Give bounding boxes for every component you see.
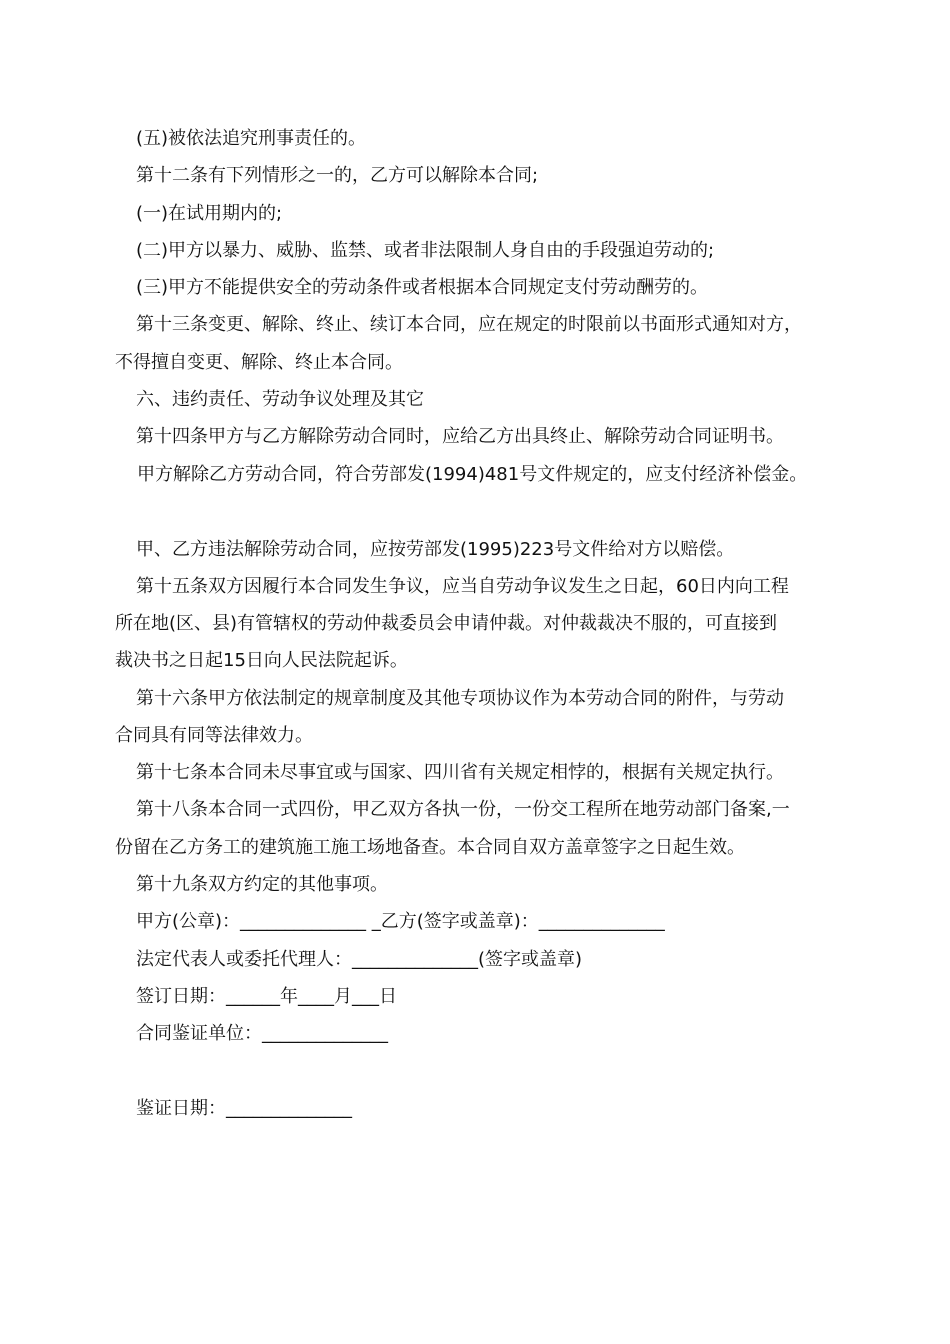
section-6-heading: 六、违约责任、劳动争议处理及其它 xyxy=(136,389,424,410)
article-14-illegal: 甲、乙方违法解除劳动合同，应按劳部发(1995)223号文件给对方以赔偿。 xyxy=(136,539,735,560)
verification-date-line: 鉴证日期：______________ xyxy=(136,1098,352,1119)
article-19: 第十九条双方约定的其他事项。 xyxy=(136,874,388,895)
signing-date-line: 签订日期：______年____月___日 xyxy=(136,986,397,1007)
article-13-line-2: 不得擅自变更、解除、终止本合同。 xyxy=(115,352,403,373)
article-16-line-2: 合同具有同等法律效力。 xyxy=(115,725,313,746)
signature-party-line: 甲方(公章)：______________ _乙方(签字或盖章)：______________ xyxy=(136,911,665,932)
article-14: 第十四条甲方与乙方解除劳动合同时，应给乙方出具终止、解除劳动合同证明书。 xyxy=(136,426,784,447)
article-18-line-2: 份留在乙方务工的建筑施工施工场地备查。本合同自双方盖章签字之日起生效。 xyxy=(115,837,745,858)
verification-unit-line: 合同鉴证单位：______________ xyxy=(136,1023,388,1044)
article-18-line-1: 第十八条本合同一式四份，甲乙双方各执一份，一份交工程所在地劳动部门备案,一 xyxy=(136,799,790,820)
article-12-heading: 第十二条有下列情形之一的，乙方可以解除本合同; xyxy=(136,165,539,186)
article-12-item-3: (三)甲方不能提供安全的劳动条件或者根据本合同规定支付劳动酬劳的。 xyxy=(136,277,709,298)
article-12-item-2: (二)甲方以暴力、威胁、监禁、或者非法限制人身自由的手段强迫劳动的; xyxy=(136,240,715,261)
article-17: 第十七条本合同未尽事宜或与国家、四川省有关规定相悖的，根据有关规定执行。 xyxy=(136,762,784,783)
article-15-line-2: 所在地(区、县)有管辖权的劳动仲裁委员会申请仲裁。对仲裁裁决不服的，可直接到 xyxy=(115,613,778,634)
article-15-line-3: 裁决书之日起15日向人民法院起诉。 xyxy=(115,650,408,671)
clause-5-criminal: (五)被依法追究刑事责任的。 xyxy=(136,128,367,149)
article-15-line-1: 第十五条双方因履行本合同发生争议，应当自劳动争议发生之日起，60日内向工程 xyxy=(136,576,789,597)
article-16-line-1: 第十六条甲方依法制定的规章制度及其他专项协议作为本劳动合同的附件，与劳动 xyxy=(136,688,784,709)
legal-representative-line: 法定代表人或委托代理人：______________(签字或盖章) xyxy=(136,949,583,970)
article-12-item-1: (一)在试用期内的; xyxy=(136,203,283,224)
article-13-line-1: 第十三条变更、解除、终止、续订本合同，应在规定的时限前以书面形式通知对方， xyxy=(136,314,802,335)
article-14-compensation: 甲方解除乙方劳动合同，符合劳部发(1994)481号文件规定的，应支付经济补偿金。 xyxy=(137,464,808,485)
